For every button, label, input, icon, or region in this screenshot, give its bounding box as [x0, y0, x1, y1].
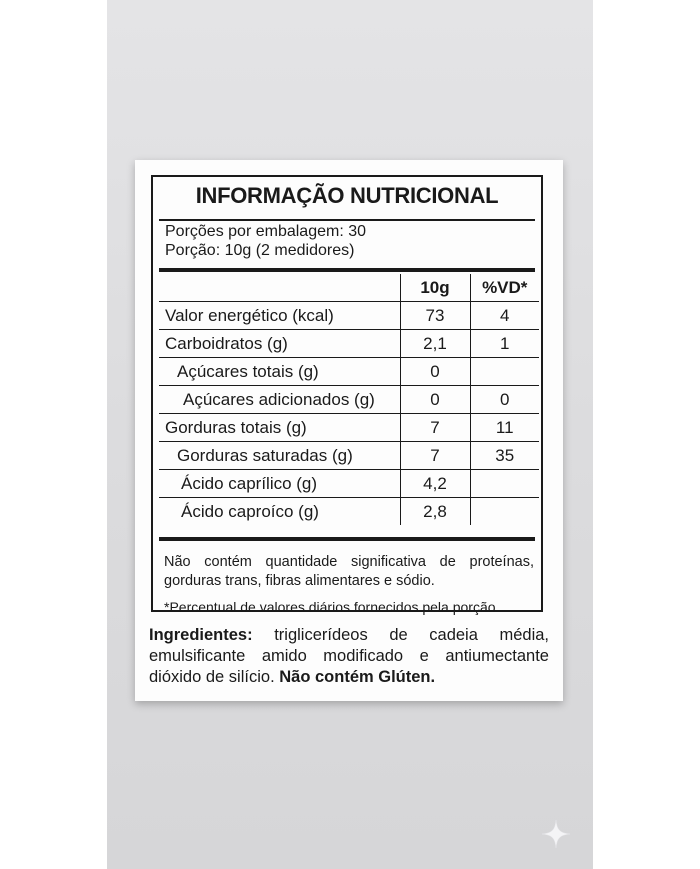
- table-row: [159, 442, 539, 470]
- nutrient-amount: 73: [400, 302, 470, 330]
- divider: [159, 219, 535, 221]
- nutrient-name: Ácido caprílico (g): [159, 470, 400, 498]
- nutrient-amount: 0: [400, 386, 470, 414]
- column-header-name: [159, 274, 400, 302]
- table-header: [159, 274, 539, 302]
- nutrient-amount: 0: [400, 358, 470, 386]
- servings-per-package: Porções por embalagem: 30: [165, 223, 366, 240]
- column-header-dv: %VD*: [470, 274, 539, 302]
- table-row: [159, 386, 539, 414]
- nutrient-amount: 7: [400, 414, 470, 442]
- ingredients-heading: Ingredientes:: [149, 626, 253, 644]
- ingredients-text: [149, 625, 549, 688]
- nutrient-name: Carboidratos (g): [159, 330, 400, 358]
- footnote: *Percentual de valores diários fornecidos pela porção.: [164, 599, 500, 615]
- ingredients-list: triglicerídeos de cadeia média, emulsificante amido modificado e antiumectante dióxido de silício.: [149, 626, 549, 686]
- nutrient-name: Valor energético (kcal): [159, 302, 400, 330]
- nutrient-name: Ácido caproíco (g): [159, 498, 400, 526]
- table-row: [159, 498, 539, 526]
- nutrient-name: Gorduras totais (g): [159, 414, 400, 442]
- gluten-notice: Não contém Glúten.: [279, 668, 436, 686]
- nutrient-dv: 1: [470, 330, 539, 358]
- note-line-1: Não contém quantidade significativa de proteínas,: [164, 554, 534, 570]
- nutrition-table: [159, 274, 539, 525]
- label-title: INFORMAÇÃO NUTRICIONAL: [195, 183, 499, 208]
- nutrient-amount: 7: [400, 442, 470, 470]
- nutrient-dv: [470, 470, 539, 498]
- nutrition-label-card: [135, 160, 563, 701]
- table-row: [159, 358, 539, 386]
- nutrient-amount: 2,8: [400, 498, 470, 526]
- nutrition-facts-box: [151, 175, 543, 615]
- nutrient-dv: 4: [470, 302, 539, 330]
- table-row: [159, 302, 539, 330]
- sparkle-icon: [540, 818, 572, 850]
- column-header-amount: 10g: [400, 274, 470, 302]
- divider-thick: [159, 537, 535, 541]
- note-line-2: gorduras trans, fibras alimentares e sódio.: [164, 573, 435, 589]
- divider-thick: [159, 268, 535, 272]
- nutrient-dv: 0: [470, 386, 539, 414]
- nutrient-name: Açúcares adicionados (g): [159, 386, 400, 414]
- table-row: [159, 414, 539, 442]
- nutrient-name: Gorduras saturadas (g): [159, 442, 400, 470]
- table-row: [159, 330, 539, 358]
- table-row: [159, 470, 539, 498]
- nutrient-name: Açúcares totais (g): [159, 358, 400, 386]
- nutrient-amount: 2,1: [400, 330, 470, 358]
- serving-size: Porção: 10g (2 medidores): [165, 242, 355, 259]
- nutrient-dv: 11: [470, 414, 539, 442]
- nutrient-dv: 35: [470, 442, 539, 470]
- nutrient-dv: [470, 498, 539, 526]
- nutrient-amount: 4,2: [400, 470, 470, 498]
- nutrient-dv: [470, 358, 539, 386]
